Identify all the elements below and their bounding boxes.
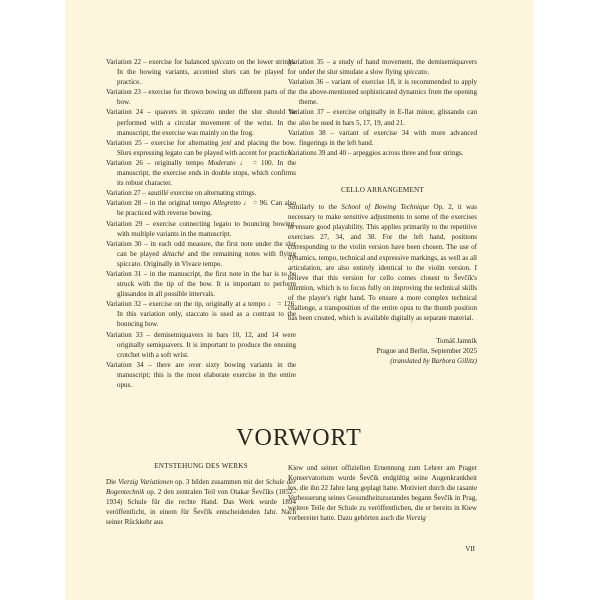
variation-38: Variation 38 – variant of exercise 34 with more advanced fingerings in the left hand. xyxy=(288,128,477,147)
variation-26: Variation 26 – originally tempo Moderato ♩ = 100. In the manuscript, the exercise ends in double stops, which confirms its robust character. xyxy=(106,158,296,188)
right-column xyxy=(288,57,477,366)
variation-23: Variation 23 – exercise for thrown bowing on different parts of the bow. xyxy=(106,88,296,107)
variation-27: Variation 27 – sautillé exercise on alternating strings. xyxy=(106,189,257,198)
variation-22: Variation 22 – exercise for balanced spiccato on the lower strings. In the bowing variants, accented slurs can be played for practice. xyxy=(106,58,297,87)
variation-36: Variation 36 – variant of exercise 18, it is recommended to apply the above-mentioned sophisticated dynamics from the opening theme. xyxy=(288,78,477,107)
vorwort-title: VORWORT xyxy=(236,425,362,451)
vorwort-right-paragraph: Kiew und seiner offiziellen Ernennung zum Lehrer am Prager Konservatorium wurde Ševčík endgültig seine Augenkrankheit los, die ihn 22 Jahre lang geplagt hatte. Motiviert durch die rasante Verbesserung seines Gesundheitszustandes begann Ševčík in Prag, weitere Teile der Schule zu veröffentlichen, die er bereits in Kiew vorbereitet hatte. Dazu gehörten auch die Vierzig xyxy=(288,464,477,523)
cello-arrangement-paragraph: Similarly to the School of Bowing Technique Op. 2, it was necessary to make sensitive adjustments to some of the exercises to ensure good playability. This applies primarily to the repetitive exercises 27, 34, and 38. For the left hand, positions corresponding to the violin version have been chosen. The use of dynamics, tempo, technical and expressive markings, as well as all articulation, are also entirely identical to the violin version. I believe that this version for cello comes closest to Ševčík's intention, which is to focus fully on improving the technical skills of the player's right hand. To ensure a more complex technical challenge, a transposition of the entire opus to the thumb position has been created, which is available digitally as separate material. xyxy=(288,203,477,323)
variation-34: Variation 34 – there are over sixty bowing variants in the manuscript; this is the most elaborate exercise in the entire opus. xyxy=(106,360,296,389)
variation-24: Variation 24 – quavers in spiccato under the slur should be performed with a circular movement of the wrist. In the manuscript, the exercise was mainly on the frog. xyxy=(106,108,297,137)
variations-39-40: Variations 39 and 40 – arpeggios across three and four strings. xyxy=(288,148,464,157)
variation-31: Variation 31 – in the manuscript, the first note in the bar is to be struck with the tip of the bow. It is important to perform glissandos in all possible intervals. xyxy=(106,269,296,299)
vorwort-left-column xyxy=(106,461,296,528)
variation-37: Variation 37 – exercise originally in E-flat minor, glissando can also be used in bars 5, 17, 19, and 21. xyxy=(288,108,477,127)
document-page xyxy=(65,0,533,600)
author-place-date: Prague and Berlin, September 2025 xyxy=(376,347,477,356)
cello-arrangement-heading: CELLO ARRANGEMENT xyxy=(340,185,425,194)
vorwort-right-column xyxy=(288,463,477,524)
variation-25: Variation 25 – exercise for alternating jeté and placing the bow. Slurs expressing legato can be played with accent for practice. xyxy=(106,138,296,157)
variation-35: Variation 35 – a study of hand movement, the demisemiquavers under the slur simulate a slow flying spiccato. xyxy=(288,58,477,77)
page-number: VII xyxy=(465,545,475,553)
vorwort-left-paragraph: Die Vierzig Variationen op. 3 bilden zusammen mit der Schule der Bogentechnik op. 2 den zentralen Teil von Otakar Ševčíks (1852–1934) Schule für die rechte Hand. Das Werk wurde 1894 veröffentlicht, in einem für Ševčík entscheidenden Jahr. Nach seiner Rückkehr aus xyxy=(106,478,296,527)
translator-credit: (translated by Barbora Gillitz) xyxy=(390,357,477,366)
variation-30: Variation 30 – in each odd measure, the first note under the slur can be played détaché and the remaining notes with flying spiccato. Originally in Vivace tempo. xyxy=(106,239,296,268)
left-column-variations xyxy=(106,57,296,390)
author-name: Tomáš Jamník xyxy=(436,337,477,346)
variation-29: Variation 29 – exercise connecting legato to bouncing bowing, with multiple variants in the manuscript. xyxy=(106,219,296,238)
entstehung-heading: ENTSTEHUNG DES WERKS xyxy=(154,462,248,470)
variation-33: Variation 33 – demisemiquavers in bars 10, 12, and 14 were originally semiquavers. It is important to produce the ensuing crotchet with a soft wrist. xyxy=(106,330,296,359)
variation-32: Variation 32 – exercise on the tip, originally at a tempo ♩ = 126. In this variation only, staccato is used as a contrast to the bouncing bow. xyxy=(106,300,296,329)
variation-28: Variation 28 – in the original tempo Allegretto ♩ = 96. Can also be practiced with reverse bowing. xyxy=(106,199,297,218)
